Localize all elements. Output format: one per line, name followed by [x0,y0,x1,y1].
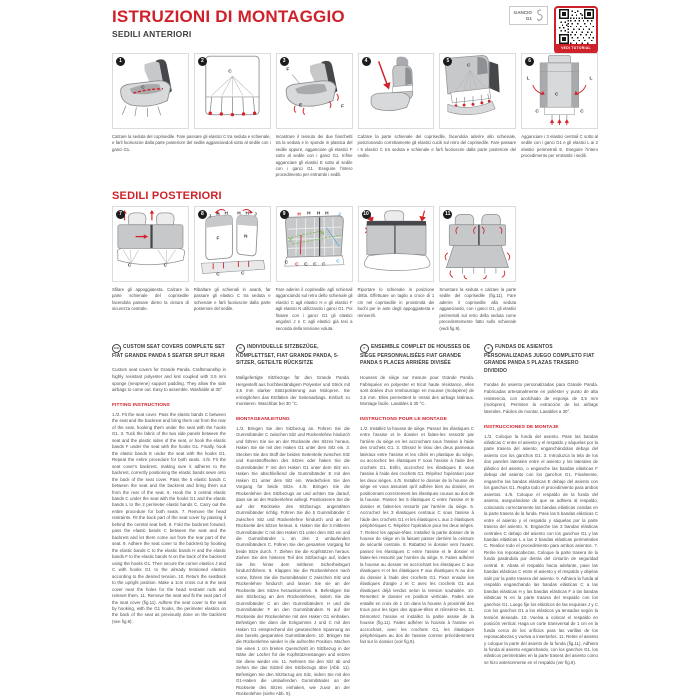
column-title-text: CUSTOM SEAT COVERS COMPLETE SET FIAT GRANDE PANDA 5 SEATER SPLIT REAR [112,343,225,359]
column-heading: INSTRUCTIONS POUR LE MONTAGE [360,417,447,423]
fig-label: H [237,211,241,217]
seat-cover-flat-illustration [195,54,270,128]
fig-label: C [304,262,308,268]
page-title: ISTRUZIONI DI MONTAGGIO [112,7,345,26]
caption-fig6: Agganciare i 3 elastici centrali C sotto al sedile con i ganci G1 e gli elastici L ai 2 elastici perimetrali E. Eseguire l'intero procedimento per entrambi i sedili. [521,133,598,159]
fig-label: H [325,211,329,217]
fig-label: F [341,104,344,110]
caption-fig9: Fare aderire il coprisedile agli schienali agganciando sul retro dello schienale gli elastici C agli elastici H e gli elastici F agli elastici N utilizzando i ganci G1. Poi fissare con i ganci G1 gli elastici angolari J e C agli elastici già tesi a seconda della tensione voluta. [275,286,353,331]
column-heading: MONTAGEANLEITUNG [236,417,290,423]
fig-label: H [307,211,311,217]
fig-label: C [322,262,326,268]
language-columns [112,344,598,698]
rear-bench-illustration [113,207,188,281]
figure-number: 7 [116,210,125,219]
fig-label: L [526,76,530,82]
figure-number: 3 [280,57,289,66]
figure-number: 11 [445,210,451,217]
fig-label: C [554,92,559,98]
hook-label: GANCIO [513,10,532,15]
column-title [112,344,226,361]
fig-label: H [216,212,220,218]
fig-label: L [589,76,593,82]
column-french [360,344,474,698]
fig-label: F [216,236,220,242]
fig-label: C [313,262,317,268]
column-german [236,344,350,698]
full-seat-illustration [359,54,434,128]
rear-figures-row [112,206,598,282]
seat-cushion-hooks-illustration [277,54,352,128]
fig-label: C [336,259,340,265]
caption-fig3: Incastrare il tessuto dei due fianchetti tra la seduta e le sponde in plastica del sedile oppure, agganciare gli elastici F sotto al sedile con i ganci G1. Infine agganciare gli elastici E sotto al sedile con i ganci G1. Eseguire l'intero procedimento per entrambi i sedili. [275,133,353,178]
empty-cell [521,287,598,332]
column-title-text: INDIVIDUELLE SITZBEZÜGE, KOMPLETTSET, FIAT GRANDE PANDA, 5-SITZER, GETEILTE RÜCKSITZE [236,343,339,367]
column-title [360,344,474,368]
fig-label: C [240,271,245,276]
figure-panel-11 [439,206,516,282]
front-captions-row [112,134,598,179]
fig-label: C [163,263,168,269]
column-title [484,344,598,376]
caption-fig10: Riportare lo schienale in posizione dritta. Effettuare un taglio a croce di 1 cm nel coprisedile in prossimità dei buchi per le aste degli appoggiatesta e reinserirli. [357,286,435,318]
section-title-rear-seats: SEDILI POSTERIORI [112,189,222,202]
column-heading: INSTRUCCIONES DE MONTAJE [484,424,559,430]
fig-label: C [467,63,471,69]
fig-label: H [224,211,228,217]
figure-number: 2 [198,57,207,66]
fig-label: H [297,212,301,218]
fig-label: E [298,103,303,109]
fig-label: N [320,231,325,237]
hook-code: G1 [525,15,532,21]
figure-panel-5 [439,53,516,129]
folded-backrests-illustration [195,207,270,281]
column-title-text: ENSEMBLE COMPLET DE HOUSSES DE SIÈGE PERSONNALISÉES FIAT GRANDE PANDA 5 PLACES ARRIÈRE DIVISÉE [360,343,471,367]
column-instructions: 1./2. Bringen Sie den Sitzbezug an. Führen Sie die Gummibänder C zwischen Sitz und Rückenlehne hindurch und führen Sie sie an der Rückseite des Sitzes heraus. Haken Sie sie mit den Haken G1 unter dem Sitz ein. 3. Stecken Sie den Stoff der beiden Seitenteile zwischen Sitz und Kunststoffseiten des Sitzes oder haken Sie die Gummibänder F mit den Haken G1 unter dem Sitz ein. Haken Sie abschließend die Gummibänder E mit den Haken G1 unter dem Sitz ein. Wiederholen Sie den Vorgang für beide Sitze. 4./5. Bringen Sie die Rückenlehne des Sitzbezugs an und achten Sie darauf, dass sie an der Rückenlehne anliegt. Positionieren Sie die auf der Rückseite des Sitzbezugs angenähten Gummibänder richtig. Führen Sie die 5 Gummibänder C zwischen Sitz und Rückenlehne hindurch und an der Rückseite des Sitzes heraus. 6. Haken Sie die 3 mittleren Gummibänder C mit den Haken G1 unter dem Sitz ein und die Gummibänder L an den 2 umlaufenden Gummibändern C. Führen Sie den gesamten Vorgang für beide Sitze durch. 7. Ziehen Sie die Kopfstützen heraus. Ziehen Sie den hinteren Teil des Sitzbezugs auf, indem Sie ihn hinter dem mittleren Sicherheitsgurt hindurchführen. 8. Klappen Sie die Rückenlehnen nach vorne, führen Sie die Gummibänder C zwischen Sitz und Rückenlehne hindurch und lassen Sie sie an der Rückseite des Sitzes herauskommen. 9. Befestigen Sie den Sitzbezug an den Rückenlehnen, indem Sie die Gummibänder C an den Gummibändern H und die Gummibänder F an den Gummibändern N auf der Rückseite der Rückenlehne mit den Haken G1 einhaken. Befestigen Sie dann die Eckgummis J und C mit den Haken G1 entsprechend der gewünschten Spannung an den bereits gespannten Gummibändern. 10. Bringen Sie die Rückenlehne wieder in die aufrechte Position. Machen Sie einen 1 cm breiten Querschnitt im Sitzbezug in der Nähe der Löcher für die Kopfstützenstangen und setzen Sie diese wieder ein. 11. Nehmen Sie den Sitz ab und ziehen Sie das Sitzteil des Sitzbezugs über (Abb. 11). Befestigen Sie den Sitzbezug am Sitz, indem Sie mit den G1-Haken die umlaufenden Gummibänder an der Rückseite des Sitzes einhaken, wie zuvor an der Rückenlehne (siehe Abb. 9). [236,426,350,697]
fig-label: C [284,260,289,266]
column-instructions: 1./2. Coloque la funda del asiento. Pase las bandas elásticas C entre el asiento y el respaldo y sáquelas por la parte trasera del asiento, enganchándolas debajo del asiento con los ganchos G1. 3. Introduzca la tela de los dos paneles laterales entre el asiento y los laterales de plástico del asiento, o enganche las bandas elásticas F debajo del asiento con los ganchos G1. Finalmente, enganche las bandas elásticas E debajo del asiento con los ganchos G1. Repita todo el procedimiento para ambos asientos. 4./5. Coloque el respaldo de la funda del asiento, asegurándose de que se adhiera al respaldo, colocando correctamente las bandas elásticas cosidas en la parte trasera de la funda. Pase las 5 bandas elásticas C entre el asiento y el respaldo y sáquelas por la parte trasera del asiento. 6. Enganche las 3 bandas elásticas centrales C debajo del asiento con los ganchos G1 y las bandas elásticas L a las 2 bandas elásticas perimetrales C. Realice todo el procedimiento para ambos asientos. 7. Retire los reposacabezas. Coloque la parte trasera de la funda pasándola por detrás del cinturón de seguridad central. 8. Abata el respaldo hacia adelante, pase las bandas elásticas C entre el asiento y el respaldo y déjelas salir por la parte trasera del asiento. 9. Adhiera la funda al respaldo enganchando las bandas elásticas C a las bandas elásticas H y las bandas elásticas F a las bandas elásticas N en la parte trasera del respaldo con los ganchos G1. Luego fije los elásticos de las esquinas J y C con los ganchos G1 a los elásticos ya tensados según la tensión deseada. 10. Vuelva a colocar el respaldo en posición vertical. Haga un corte transversal de 1 cm en la funda cerca de los orificios para las varillas de los reposacabezas y vuelva a insertarlos. 11. Retire el asiento y coloque la parte del asiento de la funda (fig.11). Adhiera la funda al asiento enganchando, con los ganchos G1, los elásticos perimetrales en la parte trasera del asiento como se hizo anteriormente en el respaldo (ver fig.9). [484,433,598,665]
fig-label: E [289,238,293,244]
figure-panel-8 [194,206,271,282]
fig-label: J [254,212,257,218]
qr-tutorial-label: VEDI TUTORIAL [556,44,596,52]
fig-label: C [216,272,220,278]
figure-number: 4 [362,57,371,66]
fig-label: C [141,85,145,91]
fig-label: J [286,214,290,220]
fig-label: J [338,212,341,218]
column-intro: Fundas de asiento personalizadas para Grande Panda. Fabricadas artesanalmente en poliéster y punto de alta resistencia, con acolchado de esponja de 3,5 mm (molopren). Permiten la extracción de los airbags laterales. Fáciles de montar. Lavables a 30°. [484,382,598,414]
figure-number: 5 [443,57,452,66]
caption-fig1-2: Calzare la seduta del coprisedile. Fare passare gli elastici C tra seduta e schienale, e farli fuoriuscire dalla parte posteriore del sedile agganciandoli sotto al sedile con i ganci G1. [112,133,271,152]
fig-label: J [208,214,212,220]
language-mark-f: F [360,344,369,353]
column-intro: Custom seat covers for Grande Panda. Craftsmanship in highly resistant polyester and knit coupled with 3.5 mm sponge (neoprene) support padding. They allow the side airbags to come out. Easy to assemble. Washable at 30°. [112,367,226,393]
backrest-elastics-illustration [440,54,515,128]
headrest-reinsert-illustration [359,207,434,281]
instruction-sheet [112,8,598,698]
column-spanish [484,344,598,698]
fig-label: N [243,234,248,239]
figure-panel-7 [112,206,189,282]
front-figures-row [112,53,598,129]
figure-number: 1 [116,57,125,66]
empty-cell [521,206,598,282]
fig-label: C [228,69,232,75]
fig-label: C [295,262,299,268]
language-mark-e: E [484,344,493,353]
column-english [112,344,226,698]
figure-number: 6 [525,57,534,66]
rear-captions-row [112,287,598,332]
language-mark-d: D [236,344,245,353]
caption-fig11: Smontare la seduta e calzare la parte sedile del coprisedile (fig.11). Fare aderire il coprisedile alla seduta agganciando, con i ganci G1, gli elastici perimetrali sul retro della seduta come precedentemente fatto sullo schienale (vedi fig.9). [439,286,517,331]
figure-number: 9 [280,210,289,219]
seat-cushion-illustration [113,54,188,128]
figure-panel-1 [112,53,189,129]
fig-label: C [127,263,132,269]
seat-back-rear-view-illustration [522,54,597,128]
figure-number: 10 [363,210,369,217]
column-title-text: FUNDAS DE ASIENTOS PERSONALIZADAS JUEGO COMPLETO FIAT GRANDE PANDA 5 PLAZAS TRASERO DIVIDIDO [484,343,595,374]
figure-panel-6 [521,53,598,129]
fig-label: C [580,109,584,115]
fig-label: C [535,109,539,115]
column-intro: Housses de siège sur mesure pour Grande Panda. Fabriquées en polyester et tricot haute résistance, elles sont dotées d'un rembourrage en mousse (molopène) de 3,5 mm. Elles permettent le retrait des airbags latéraux. Montage facile. Lavables à 30 °C. [360,374,474,407]
figure-panel-4 [358,53,435,129]
fig-label: F [286,67,290,73]
column-heading: FITTING INSTRUCTIONS [112,402,170,408]
column-intro: Maßgefertigte Sitzbezüge für den Grande Panda. Hergestellt aus hochbeständigem Polyester und Strick mit 3,5 mm starker Stützpolsterung aus Molopren. Sie ermöglichen das Entfalten der Seitenairbags. Einfach zu montieren. Waschbar bei 30 °C. [236,374,350,407]
section-title-front-seats: SEDILI ANTERIORI [112,28,192,39]
fig-label: H [316,211,321,217]
column-title [236,344,350,368]
fig-label: H [245,211,249,217]
caption-fig8: Ribaltare gli schienali in avanti, far passare gli elastici C tra seduta e schienale e farli fuoriuscire dalla parte posteriore del sedile. [193,286,271,312]
language-mark-gb: GB [112,344,121,353]
column-instructions: 1./2. Fit the seat cover. Pass the elastic bands C between the seat and the backrest and bring them out from the rear of the seat, hooking them under the seat with the hooks G1. 3. Tuck the fabric of the two side panels between the seat and the plastic sides of the seat, or hook the elastic bands F under the seat with the hooks G1. Finally, hook the elastic bands E under the seat with the hooks G1. Repeat the entire procedure for both seats. 4./5. Fit the seat cover's backrest, making sure it adheres to the backrest, correctly positioning the elastic bands sewn onto the back of the seat cover. Pass the 5 elastic bands C between the seat and the backrest and bring them out from the rear of the seat. 6. Hook the 3 central elastic bands C under the seat with the hooks G1 and the elastic bands L to the 2 perimeter elastic bands C. Carry out the entire procedure for both seats. 7. Remove the head restraints. Fit the back part of the seat cover by passing it behind the central seat belt. 8. Fold the backrest forward, pass the elastic bands C between the seat and the backrest and let them come out from the rear part of the seat. 9. Adhere the seat cover to the backrest by hooking the elastic bands C to the elastic bands H and the elastic bands F to the elastic bands N on the back of the backrest using the hooks G1. Then secure the corner elastics J and C with hooks G1 to the already tensioned elastics according to the desired tension. 10. Return the seatback to the upright position. Make a 1cm cross cut in the seat cover near the holes for the head restraint rods and reinsert them. 11. Remove the seat and fit the seat part of the seat cover (fig.11). Adhere the seat cover to the seat by hooking, with the G1 hooks, the perimeter elastics on the back of the seat as previously done on the backrest (see fig.9). [112,411,226,624]
column-instructions: 1./2. Installez la housse de siège. Passez les élastiques C entre l'assise et le dossier et faites-les ressortir par l'arrière du siège en les accrochant sous l'assise à l'aide des crochets G1. 3. Glissez le tissu des deux panneaux latéraux entre l'assise et les côtés en plastique du siège, ou accrochez les élastiques F sous l'assise à l'aide des crochets G1. Enfin, accrochez les élastiques E sous l'assise à l'aide des crochets G1. Répétez l'opération pour les deux sièges. 4./5. Installez le dossier de la housse de siège en vous assurant qu'il adhère bien au dossier, en positionnant correctement les élastiques cousus au dos de la housse. Passez les 5 élastiques C entre l'assise et le dossier et faites-les ressortir par l'arrière du siège. 6. Accrochez les 3 élastiques centraux C sous l'assise à l'aide des crochets G1 et les élastiques L aux 2 élastiques périphériques C. Répétez l'opération pour les deux sièges. 7. Retirez les appuie-têtes. Installez la partie dossier de la housse de siège en la faisant passer derrière la ceinture de sécurité centrale. 8. Rabattez le dossier vers l'avant, passez les élastiques C entre l'assise et le dossier et faites-les ressortir par l'arrière du siège. 9. Faites adhérer la housse au dossier en accrochant les élastiques C aux élastiques H et les élastiques F aux élastiques N au dos du dossier à l'aide des crochets G1. Fixez ensuite les élastiques d'angle J et C avec les crochets G1 aux élastiques déjà tendus selon la tension souhaitée. 10. Remettez le dossier en position verticale. Faites une entaille en croix de 1 cm dans la housse à proximité des trous pour les tiges des appuie-têtes et réinsérez-les. 11. Démontez l'assise et installez la partie assise de la housse (fig.11). Faites adhérer la housse à l'assise en accrochant, avec les crochets G1, les élastiques périphériques au dos de l'assise comme précédemment fait sur le dossier (voir fig.9). [360,426,474,645]
assembled-rear-seat-illustration [440,207,515,281]
caption-fig4-5: Calzare la parte schienale del coprisedile, facendola aderire allo schienale, posizionando correttamente gli elastici cuciti sul retro del coprisedile. Fare passare i 5 elastici C tra seduta e schienale e farli fuoriuscire dalla parte posteriore del sedile. [357,133,517,159]
figure-panel-3 [276,53,353,129]
caption-fig7: Sfilare gli appoggiatesta. Calzare la parte schienale del coprisedile facendola passare dietro la cintura di sicurezza centrale. [112,286,189,312]
figure-panel-9 [276,206,353,282]
figure-panel-2 [194,53,271,129]
figure-panel-10 [358,206,435,282]
figure-number: 8 [198,210,207,219]
